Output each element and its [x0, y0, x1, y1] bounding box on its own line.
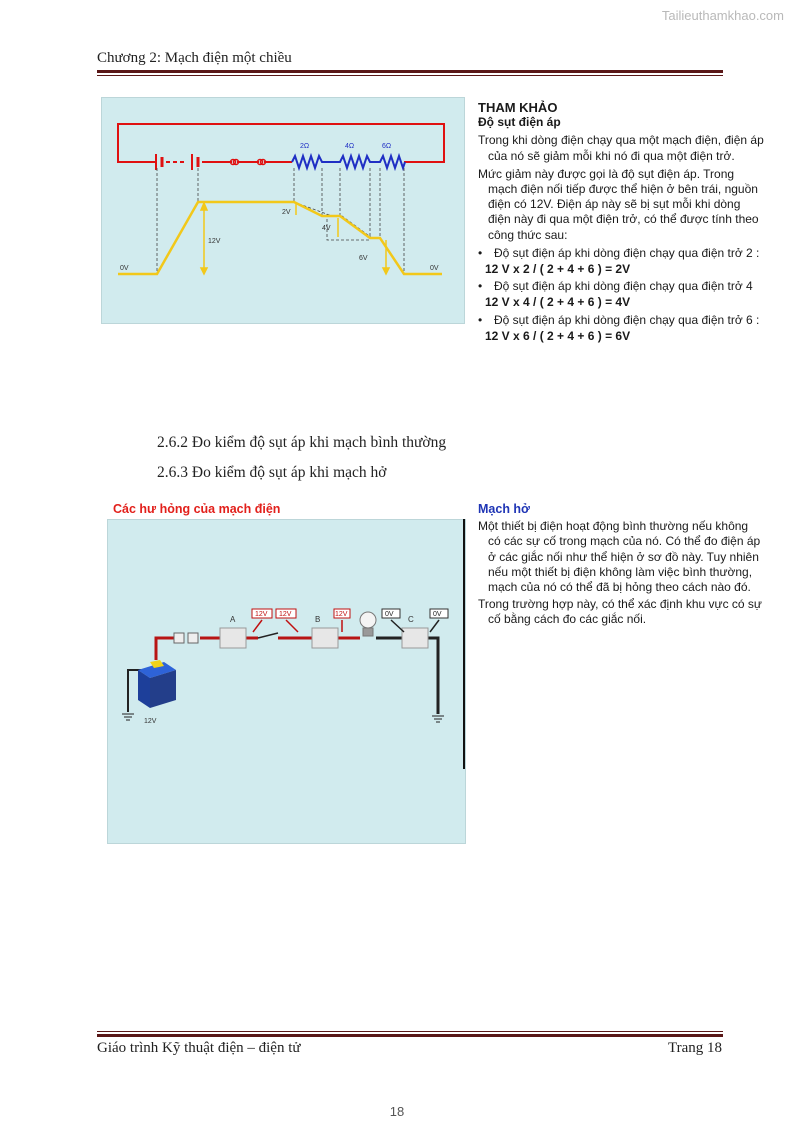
ground-right — [432, 716, 444, 722]
drop-formula-1: 12 V x 2 / ( 2 + 4 + 6 ) = 2V — [485, 262, 631, 277]
resistor-label-4: 4Ω — [345, 143, 355, 150]
footer-page-label: Trang 18 — [667, 1040, 722, 1056]
connector-label-c: C — [408, 615, 414, 624]
meter-reading-5: 0V — [433, 611, 442, 618]
reference-para-2: Mức giảm này được gọi là độ sụt điện áp. Trong mạch điện nối tiếp được thể hiện ở bên trái, nguồn điện có 12V. Điện áp này sẽ bị sụt mỗi khi dòng điện này đi qua một điện trở, có thể được tính theo công thức sau: — [478, 166, 759, 242]
reference-box — [478, 100, 764, 346]
reference-para-1: Trong khi dòng điện chạy qua một mạch điện, điện áp của nó sẽ giảm mỗi khi nó đi qua một điện trở. — [478, 133, 764, 163]
connector-b — [312, 628, 338, 648]
connector-label-b: B — [315, 615, 321, 624]
resistor-label-6: 6Ω — [382, 143, 392, 150]
drop-formula-3: 12 V x 6 / ( 2 + 4 + 6 ) = 6V — [485, 328, 631, 343]
open-circuit-para-1: Một thiết bị điện hoạt động bình thường nếu không có các sự cố trong mạch của nó. Có thể đo điện áp ở các giắc nối như thể hiện ở sơ đồ này. Tuy nhiên nếu một thiết bị điện không làm việc bình thường, mạch của nó có thể đã bị hỏng theo cách nào đó. — [478, 519, 761, 595]
voltage-arrows — [201, 203, 389, 274]
connector-c — [402, 628, 428, 648]
header-rule-thin — [97, 75, 723, 76]
drop-item-1: • Độ sụt điện áp khi dòng điện chạy qua điện trở 2 : — [478, 246, 764, 261]
connector-a — [220, 628, 246, 648]
resistor-label-2: 2Ω — [300, 143, 310, 150]
label-4v: 4V — [322, 225, 331, 232]
meter-reading-3: 12V — [335, 611, 348, 618]
meter-reading-4: 0V — [385, 611, 394, 618]
battery-label: 12V — [144, 718, 157, 725]
open-circuit-heading: Mạch hở — [478, 502, 530, 516]
battery — [138, 660, 176, 708]
voltage-drop-diagram — [101, 97, 465, 324]
meter-reading-1: 12V — [255, 611, 268, 618]
page-number: 18 — [389, 1104, 405, 1119]
voltage-curve — [118, 202, 442, 274]
drop-item-2: • Độ sụt điện áp khi dòng điện chạy qua điện trở 4 — [478, 279, 764, 294]
label-2v: 2V — [282, 209, 291, 216]
drop-formula-2: 12 V x 4 / ( 2 + 4 + 6 ) = 4V — [485, 295, 631, 310]
open-circuit-para-2: Trong trường hợp này, có thể xác định khu vực có sự cố bằng cách đo các giắc nối. — [478, 597, 762, 627]
section-2-6-3: 2.6.3 Đo kiểm độ sụt áp khi mạch hở — [157, 464, 387, 481]
header-rule — [97, 70, 723, 73]
label-0v-right: 0V — [430, 265, 439, 272]
resistors — [292, 156, 405, 168]
section-2-6-2: 2.6.2 Đo kiểm độ sụt áp khi mạch bình thường — [157, 434, 447, 451]
fault-title: Các hư hỏng của mạch điện — [113, 502, 281, 516]
reference-subheading: Độ sụt điện áp — [478, 115, 561, 130]
reference-heading: THAM KHẢO — [478, 100, 558, 115]
footer-rule — [97, 1034, 723, 1037]
drop-item-3: • Độ sụt điện áp khi dòng điện chạy qua điện trở 6 : — [478, 313, 764, 328]
ground-left — [122, 714, 134, 720]
open-circuit-diagram — [107, 519, 466, 844]
connector-label-a: A — [230, 615, 236, 624]
switch — [258, 633, 278, 638]
label-12v: 12V — [208, 238, 221, 245]
wire-black — [376, 638, 438, 714]
meter-reading-2: 12V — [279, 611, 292, 618]
panel-divider — [463, 519, 465, 769]
circuit-loop — [118, 124, 444, 162]
open-circuit-box — [478, 502, 764, 630]
footer-rule-thin — [97, 1031, 723, 1032]
lamp — [360, 612, 376, 636]
fuse — [174, 633, 198, 643]
chapter-header: Chương 2: Mạch điện một chiều — [97, 50, 292, 66]
watermark: Tailieuthamkhao.com — [661, 8, 784, 23]
label-0v-left: 0V — [120, 265, 129, 272]
label-6v: 6V — [359, 255, 368, 262]
footer-title: Giáo trình Kỹ thuật điện – điện tử — [97, 1040, 301, 1056]
